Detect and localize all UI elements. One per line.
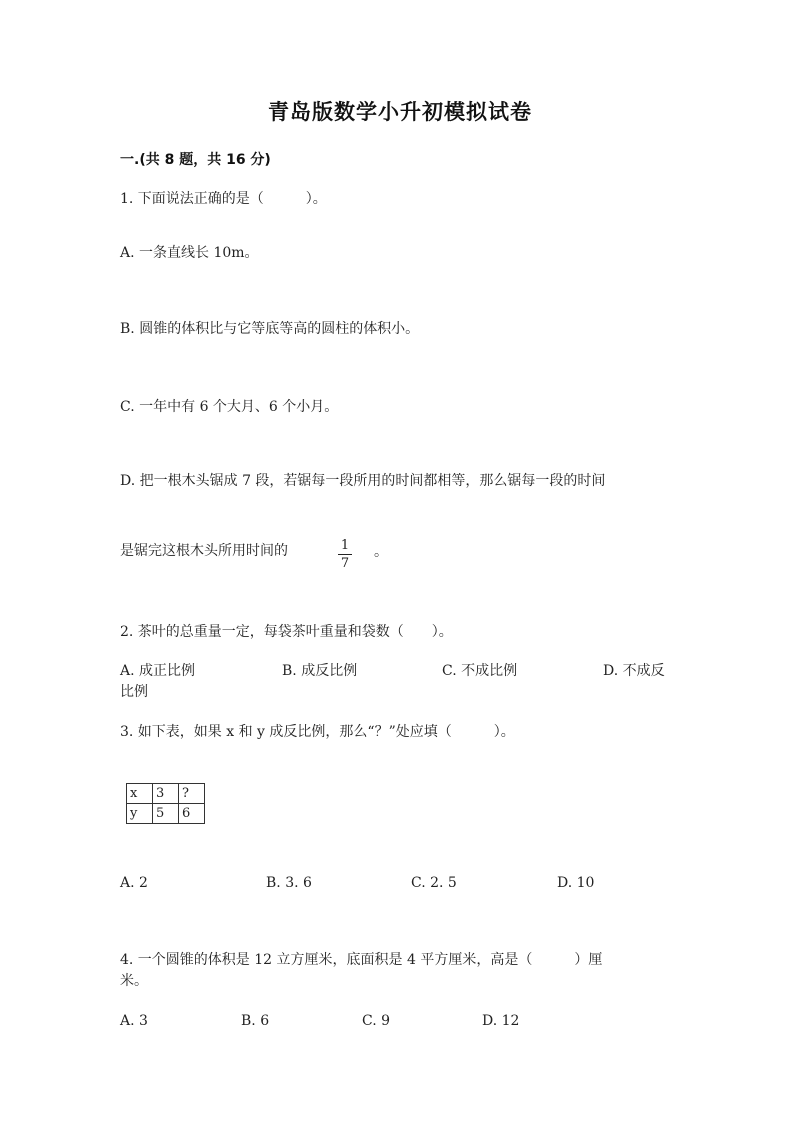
- question-2-option-a: A. 成正比例: [120, 663, 196, 679]
- question-3-option-c: C. 2. 5: [411, 875, 457, 891]
- question-4-stem-line2: 米。: [120, 973, 148, 989]
- table-cell: x: [127, 784, 153, 804]
- question-1-option-a: A. 一条直线长 10m。: [120, 245, 259, 261]
- question-1-option-d-end: 。: [374, 544, 388, 560]
- question-2-option-d-wrap: 比例: [120, 684, 148, 700]
- section-heading: 一.(共 8 题，共 16 分): [120, 152, 271, 168]
- fraction-numerator: 1: [340, 538, 350, 553]
- table-cell: ?: [179, 784, 205, 804]
- question-3-stem: 3. 如下表，如果 x 和 y 成反比例，那么“？”处应填（ ）。: [120, 724, 515, 740]
- question-1-option-d-line2: 是锯完这根木头所用时间的: [120, 543, 288, 559]
- question-1-stem: 1. 下面说法正确的是（ ）。: [120, 191, 327, 207]
- question-3-option-d: D. 10: [557, 875, 595, 891]
- table-cell: 5: [153, 804, 179, 824]
- question-4-option-a: A. 3: [120, 1013, 148, 1029]
- question-1-option-d-line1: D. 把一根木头锯成 7 段，若锯每一段所用的时间都相等，那么锯每一段的时间: [120, 473, 606, 489]
- fraction-denominator: 7: [340, 556, 350, 571]
- question-3-option-b: B. 3. 6: [266, 875, 312, 891]
- fraction-one-seventh: [338, 538, 352, 571]
- page-title: 青岛版数学小升初模拟试卷: [268, 99, 532, 124]
- question-4-option-b: B. 6: [241, 1013, 270, 1029]
- question-1-option-c: C. 一年中有 6 个大月、6 个小月。: [120, 399, 339, 415]
- question-3-option-a: A. 2: [120, 875, 148, 891]
- question-2-stem: 2. 茶叶的总重量一定，每袋茶叶重量和袋数（ ）。: [120, 624, 453, 640]
- question-4-option-d: D. 12: [482, 1013, 520, 1029]
- question-4-option-c: C. 9: [362, 1013, 391, 1029]
- fraction-bar: [338, 554, 352, 555]
- xy-value-table: [126, 783, 205, 824]
- table-cell: 6: [179, 804, 205, 824]
- question-2-option-c: C. 不成比例: [442, 663, 518, 679]
- table-row: [127, 784, 205, 804]
- question-1-option-b: B. 圆锥的体积比与它等底等高的圆柱的体积小。: [120, 321, 420, 337]
- question-2-option-b: B. 成反比例: [282, 663, 358, 679]
- table-row: [127, 804, 205, 824]
- question-4-stem-line1: 4. 一个圆锥的体积是 12 立方厘米，底面积是 4 平方厘米，高是（ ）厘: [120, 952, 603, 968]
- table-cell: y: [127, 804, 153, 824]
- question-2-option-d: D. 不成反: [603, 663, 665, 679]
- table-cell: 3: [153, 784, 179, 804]
